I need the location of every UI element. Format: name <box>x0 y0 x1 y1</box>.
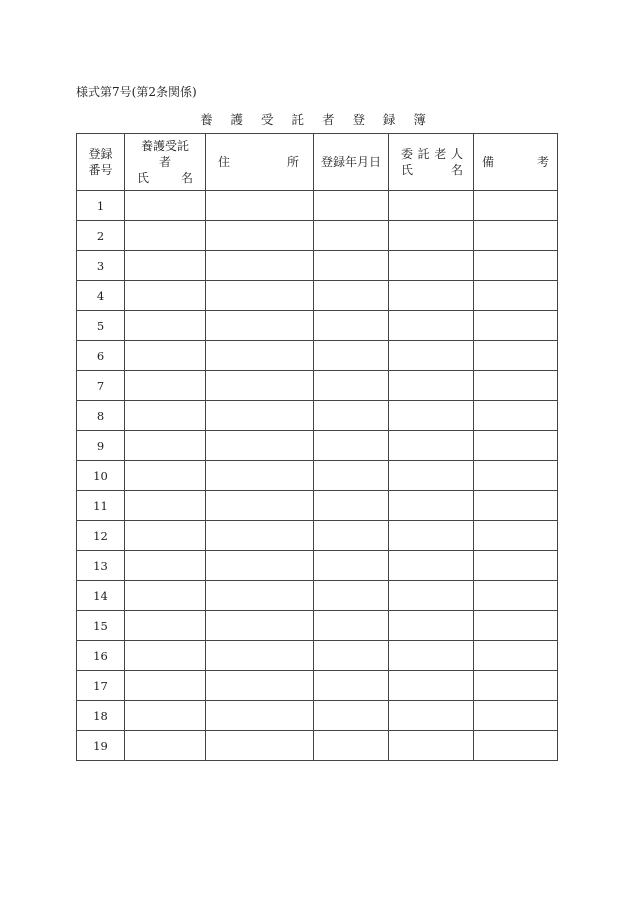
table-row <box>77 281 558 311</box>
address-cell[interactable] <box>206 371 314 401</box>
registration-date-cell[interactable] <box>314 521 389 551</box>
remarks-cell[interactable] <box>474 701 558 731</box>
registration-number-cell: 8 <box>77 401 125 431</box>
table-row <box>77 311 558 341</box>
consigned-elder-name-cell[interactable] <box>389 461 474 491</box>
remarks-cell[interactable] <box>474 191 558 221</box>
foster-name-cell[interactable] <box>125 251 206 281</box>
foster-name-cell[interactable] <box>125 521 206 551</box>
registration-number-cell: 11 <box>77 491 125 521</box>
address-cell[interactable] <box>206 641 314 671</box>
registration-number-cell: 5 <box>77 311 125 341</box>
form-label: 様式第7号(第2条関係) <box>76 85 197 99</box>
consigned-elder-name-cell[interactable] <box>389 371 474 401</box>
remarks-cell[interactable] <box>474 641 558 671</box>
registration-number-cell: 3 <box>77 251 125 281</box>
remarks-cell[interactable] <box>474 221 558 251</box>
consigned-elder-name-cell[interactable] <box>389 221 474 251</box>
remarks-cell[interactable] <box>474 371 558 401</box>
header-registration-number: 登録 番号 <box>77 134 125 191</box>
registration-number-cell: 7 <box>77 371 125 401</box>
address-cell[interactable] <box>206 731 314 761</box>
registration-number-cell: 14 <box>77 581 125 611</box>
remarks-cell[interactable] <box>474 491 558 521</box>
consigned-elder-name-cell[interactable] <box>389 521 474 551</box>
address-cell[interactable] <box>206 311 314 341</box>
consigned-elder-name-cell[interactable] <box>389 701 474 731</box>
address-cell[interactable] <box>206 251 314 281</box>
table-row <box>77 401 558 431</box>
header-registration-date: 登録年月日 <box>314 134 389 191</box>
address-cell[interactable] <box>206 551 314 581</box>
registration-date-cell[interactable] <box>314 701 389 731</box>
registration-number-cell: 2 <box>77 221 125 251</box>
address-cell[interactable] <box>206 341 314 371</box>
remarks-cell[interactable] <box>474 611 558 641</box>
consigned-elder-name-cell[interactable] <box>389 551 474 581</box>
table-row <box>77 581 558 611</box>
table-row <box>77 551 558 581</box>
address-cell[interactable] <box>206 701 314 731</box>
remarks-cell[interactable] <box>474 581 558 611</box>
registration-number-cell: 18 <box>77 701 125 731</box>
registration-date-cell[interactable] <box>314 371 389 401</box>
remarks-cell[interactable] <box>474 551 558 581</box>
registration-number-cell: 9 <box>77 431 125 461</box>
remarks-cell[interactable] <box>474 341 558 371</box>
table-row <box>77 251 558 281</box>
registration-number-cell: 10 <box>77 461 125 491</box>
remarks-cell[interactable] <box>474 311 558 341</box>
consigned-elder-name-cell[interactable] <box>389 281 474 311</box>
foster-name-cell[interactable] <box>125 461 206 491</box>
table-row <box>77 641 558 671</box>
consigned-elder-name-cell[interactable] <box>389 491 474 521</box>
table-row <box>77 701 558 731</box>
table-row <box>77 491 558 521</box>
address-cell[interactable] <box>206 281 314 311</box>
header-consigned-elder-name: 委 託 老 人 氏 名 <box>389 134 474 191</box>
consigned-elder-name-cell[interactable] <box>389 341 474 371</box>
registration-date-cell[interactable] <box>314 191 389 221</box>
table-row <box>77 431 558 461</box>
header-address: 住 所 <box>206 134 314 191</box>
registration-date-cell[interactable] <box>314 641 389 671</box>
remarks-cell[interactable] <box>474 671 558 701</box>
address-cell[interactable] <box>206 191 314 221</box>
foster-name-cell[interactable] <box>125 431 206 461</box>
foster-name-cell[interactable] <box>125 371 206 401</box>
table-row <box>77 461 558 491</box>
consigned-elder-name-cell[interactable] <box>389 311 474 341</box>
registration-number-cell: 15 <box>77 611 125 641</box>
address-cell[interactable] <box>206 461 314 491</box>
document-title: 養 護 受 託 者 登 録 簿 <box>200 112 433 127</box>
foster-name-cell[interactable] <box>125 731 206 761</box>
remarks-cell[interactable] <box>474 251 558 281</box>
consigned-elder-name-cell[interactable] <box>389 191 474 221</box>
foster-name-cell[interactable] <box>125 401 206 431</box>
foster-name-cell[interactable] <box>125 671 206 701</box>
address-cell[interactable] <box>206 491 314 521</box>
remarks-cell[interactable] <box>474 731 558 761</box>
registration-date-cell[interactable] <box>314 311 389 341</box>
header-remarks: 備 考 <box>474 134 558 191</box>
table-row <box>77 371 558 401</box>
table-row <box>77 221 558 251</box>
registration-date-cell[interactable] <box>314 581 389 611</box>
table-row <box>77 671 558 701</box>
registration-number-cell: 19 <box>77 731 125 761</box>
consigned-elder-name-cell[interactable] <box>389 431 474 461</box>
registration-number-cell: 13 <box>77 551 125 581</box>
address-cell[interactable] <box>206 671 314 701</box>
registration-date-cell[interactable] <box>314 671 389 701</box>
register-table <box>76 133 558 761</box>
registration-number-cell: 1 <box>77 191 125 221</box>
consigned-elder-name-cell[interactable] <box>389 251 474 281</box>
address-cell[interactable] <box>206 521 314 551</box>
remarks-cell[interactable] <box>474 431 558 461</box>
registration-date-cell[interactable] <box>314 431 389 461</box>
register-body <box>77 191 558 761</box>
table-row <box>77 191 558 221</box>
registration-number-cell: 16 <box>77 641 125 671</box>
table-row <box>77 521 558 551</box>
consigned-elder-name-cell[interactable] <box>389 611 474 641</box>
foster-name-cell[interactable] <box>125 341 206 371</box>
registration-date-cell[interactable] <box>314 551 389 581</box>
table-row <box>77 611 558 641</box>
registration-date-cell[interactable] <box>314 491 389 521</box>
registration-number-cell: 4 <box>77 281 125 311</box>
foster-name-cell[interactable] <box>125 191 206 221</box>
registration-date-cell[interactable] <box>314 401 389 431</box>
registration-date-cell[interactable] <box>314 611 389 641</box>
foster-name-cell[interactable] <box>125 701 206 731</box>
consigned-elder-name-cell[interactable] <box>389 671 474 701</box>
foster-name-cell[interactable] <box>125 581 206 611</box>
consigned-elder-name-cell[interactable] <box>389 731 474 761</box>
registration-number-cell: 6 <box>77 341 125 371</box>
header-row <box>77 134 558 191</box>
registration-date-cell[interactable] <box>314 731 389 761</box>
remarks-cell[interactable] <box>474 461 558 491</box>
consigned-elder-name-cell[interactable] <box>389 401 474 431</box>
registration-number-cell: 17 <box>77 671 125 701</box>
foster-name-cell[interactable] <box>125 311 206 341</box>
consigned-elder-name-cell[interactable] <box>389 641 474 671</box>
foster-name-cell[interactable] <box>125 551 206 581</box>
address-cell[interactable] <box>206 431 314 461</box>
address-cell[interactable] <box>206 401 314 431</box>
address-cell[interactable] <box>206 581 314 611</box>
registration-date-cell[interactable] <box>314 461 389 491</box>
remarks-cell[interactable] <box>474 521 558 551</box>
registration-date-cell[interactable] <box>314 221 389 251</box>
foster-name-cell[interactable] <box>125 611 206 641</box>
address-cell[interactable] <box>206 611 314 641</box>
consigned-elder-name-cell[interactable] <box>389 581 474 611</box>
table-row <box>77 731 558 761</box>
remarks-cell[interactable] <box>474 401 558 431</box>
registration-date-cell[interactable] <box>314 251 389 281</box>
registration-date-cell[interactable] <box>314 341 389 371</box>
foster-name-cell[interactable] <box>125 281 206 311</box>
foster-name-cell[interactable] <box>125 221 206 251</box>
registration-date-cell[interactable] <box>314 281 389 311</box>
foster-name-cell[interactable] <box>125 491 206 521</box>
foster-name-cell[interactable] <box>125 641 206 671</box>
header-foster-name: 養護受託者 氏 名 <box>125 134 206 191</box>
table-row <box>77 341 558 371</box>
address-cell[interactable] <box>206 221 314 251</box>
remarks-cell[interactable] <box>474 281 558 311</box>
registration-number-cell: 12 <box>77 521 125 551</box>
